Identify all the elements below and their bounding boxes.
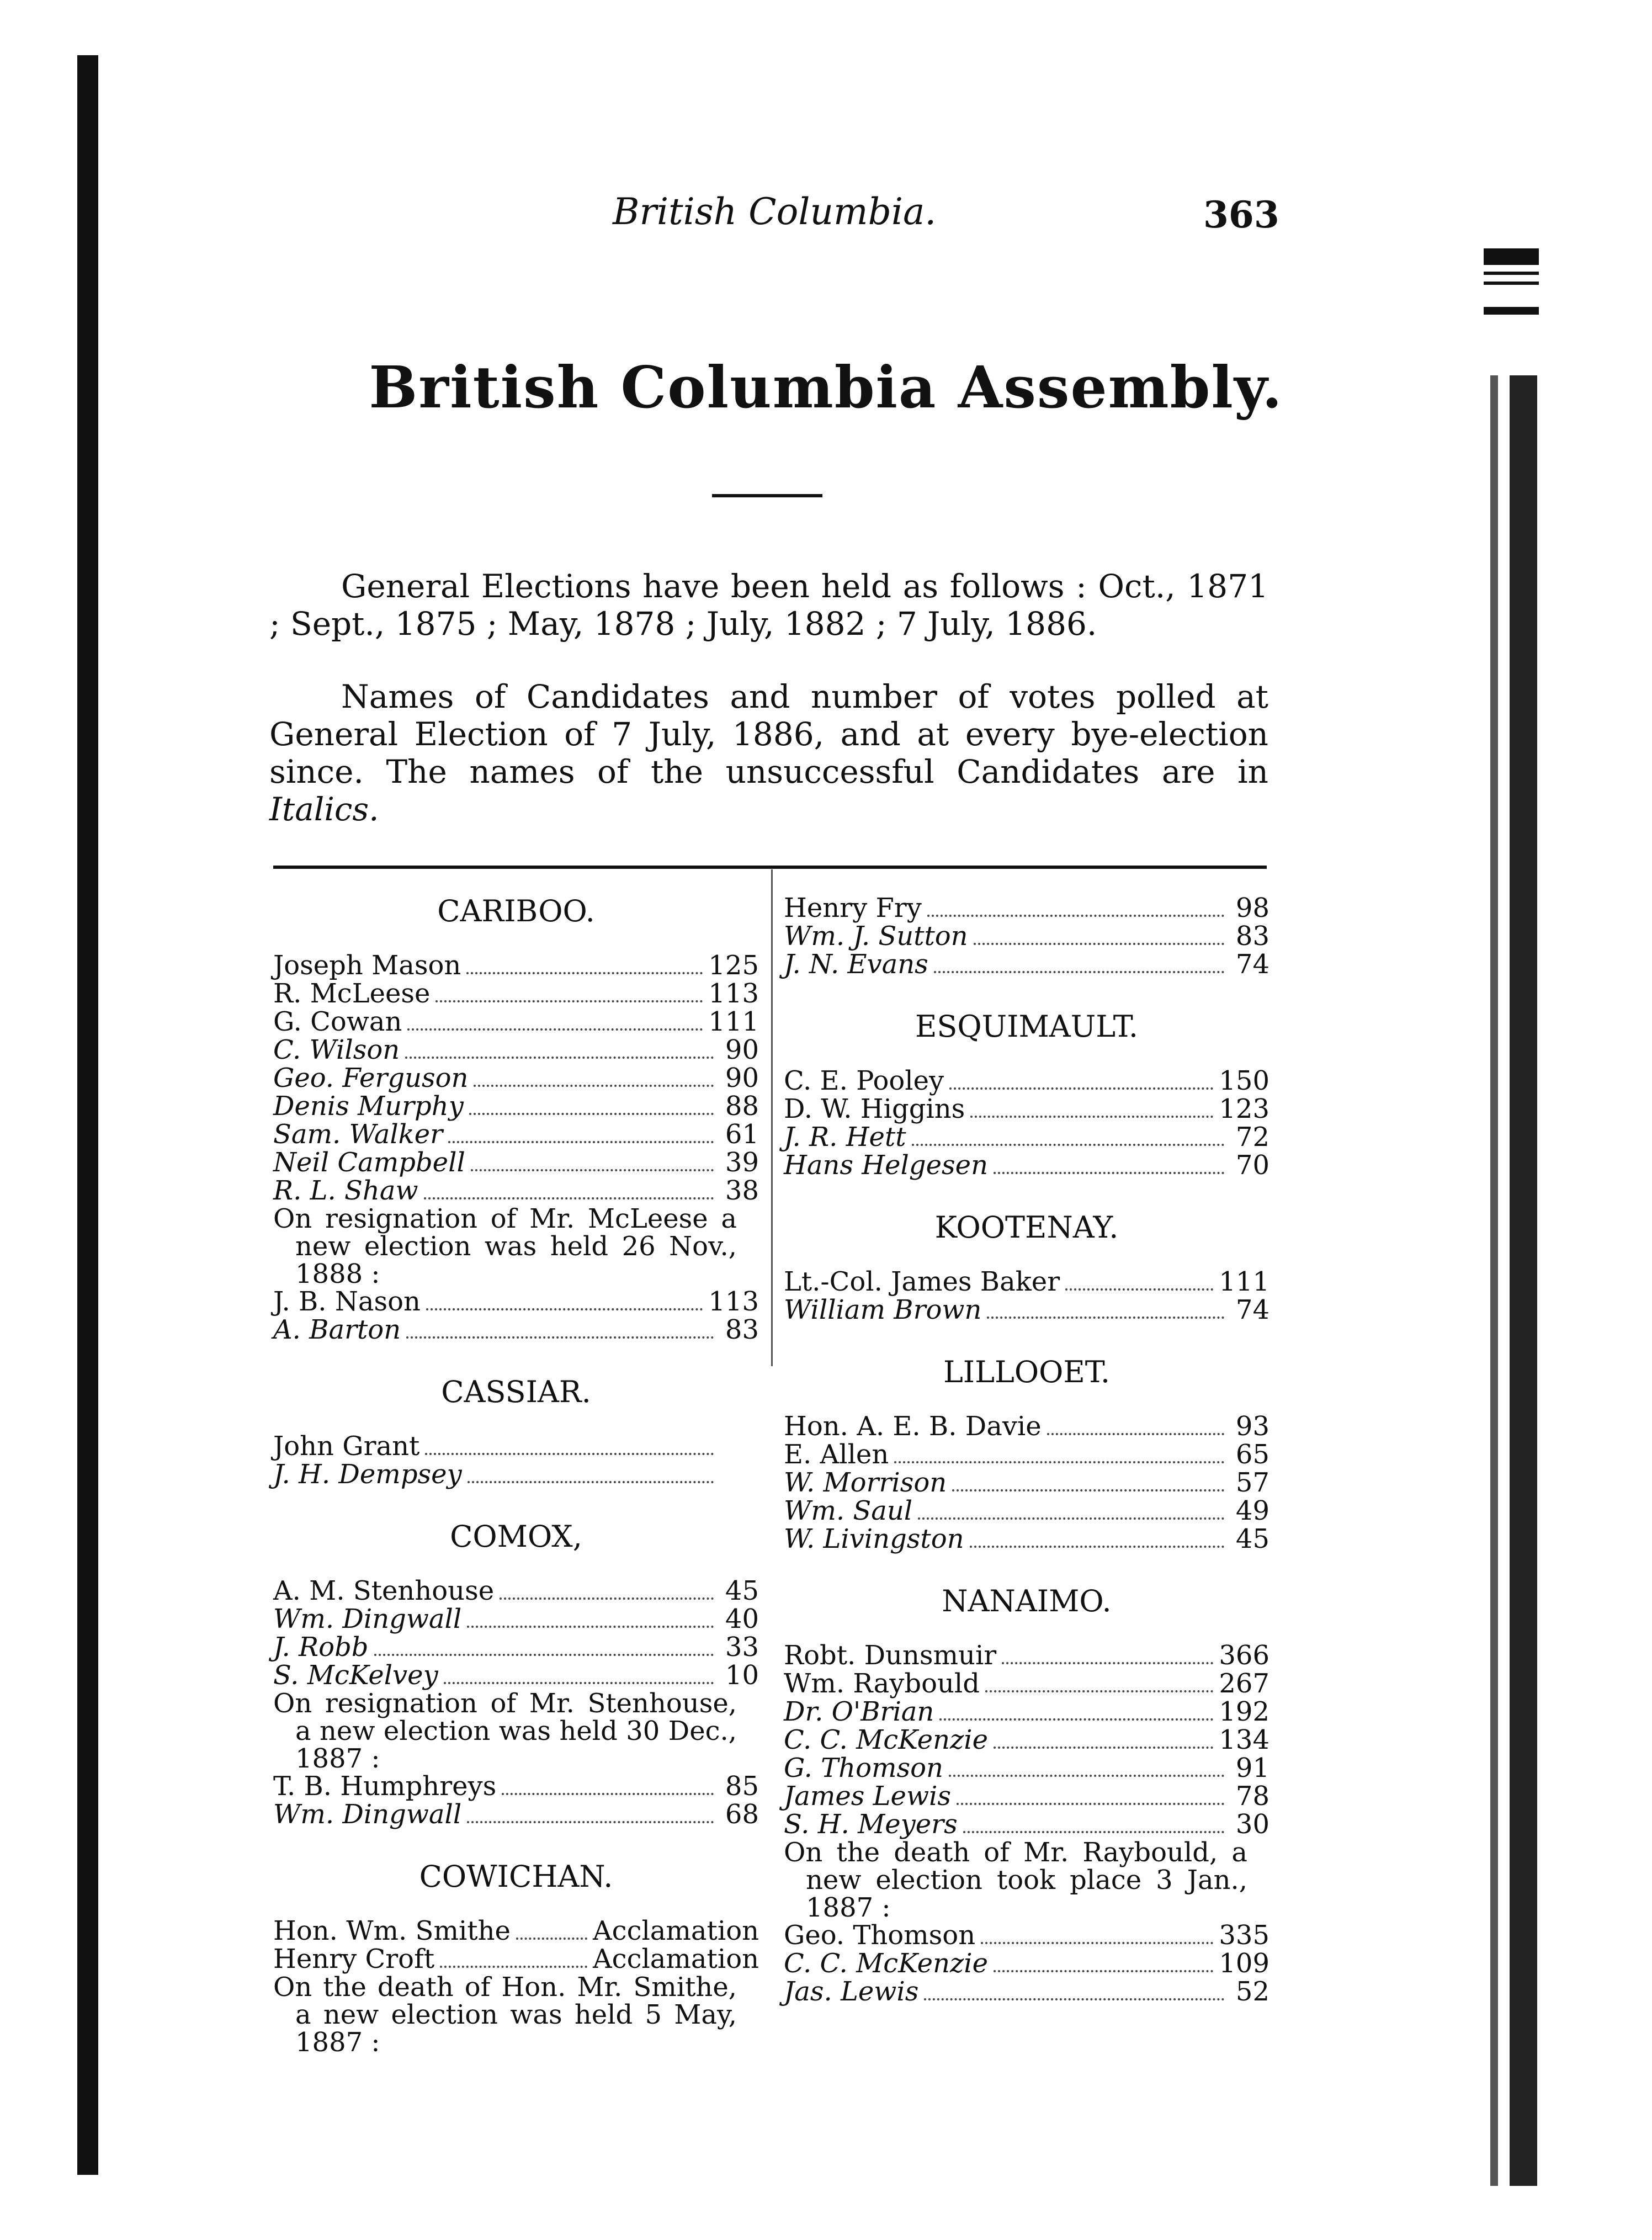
- vote-count: Acclamation: [593, 1944, 759, 1974]
- leader-dots: [927, 915, 1224, 917]
- bye-election-note: On the death of Mr. Raybould, a new election took place 3 Jan., 1887 :: [784, 1837, 1247, 1923]
- candidate-name: C. C. McKenzie: [784, 1948, 989, 1979]
- district-title: LILLOOET.: [943, 1355, 1111, 1389]
- candidate-name: G. Thomson: [784, 1753, 943, 1783]
- vote-count: 38: [725, 1175, 759, 1206]
- bye-election-note: On resignation of Mr. Stenhouse, a new election was held 30 Dec., 1887 :: [273, 1688, 737, 1774]
- candidate-row: [784, 1811, 1269, 1839]
- leader-dots: [440, 1966, 587, 1968]
- vote-count: 74: [1235, 1294, 1269, 1325]
- leader-dots: [957, 1803, 1224, 1805]
- left-column: [273, 894, 759, 2056]
- candidate-name: Hon. Wm. Smithe: [273, 1915, 511, 1946]
- candidate-name: A. M. Stenhouse: [273, 1575, 495, 1606]
- vote-count: 74: [1235, 949, 1269, 980]
- candidate-name: Wm. Raybould: [784, 1668, 980, 1699]
- candidate-name: Henry Fry: [784, 893, 922, 923]
- vote-count: 267: [1219, 1668, 1269, 1699]
- page-heading: British Columbia Assembly.: [369, 353, 1283, 421]
- leader-dots: [894, 1461, 1224, 1463]
- candidate-row: [273, 1092, 759, 1121]
- district-title: CARIBOO.: [437, 894, 595, 928]
- leader-dots: [471, 1169, 714, 1171]
- leader-dots: [987, 1317, 1224, 1319]
- candidate-name: S. McKelvey: [273, 1660, 438, 1691]
- candidate-name: W. Livingston: [784, 1524, 964, 1554]
- vote-count: 91: [1235, 1753, 1269, 1783]
- vote-count: 49: [1235, 1495, 1269, 1526]
- intro-candidates-text: Names of Candidates and number of votes polled at General Election of 7 July, 1886, and at every bye-election since. The names of the unsuccessful Candidates are in: [269, 678, 1268, 790]
- leader-dots: [406, 1336, 714, 1339]
- candidate-name: Joseph Mason: [273, 950, 461, 981]
- table-top-rule: [273, 866, 1267, 869]
- leader-dots: [924, 1998, 1224, 2000]
- candidate-name: Geo. Ferguson: [273, 1063, 469, 1094]
- candidate-name: E. Allen: [784, 1439, 889, 1470]
- candidate-row: [784, 1413, 1269, 1441]
- leader-dots: [502, 1793, 714, 1795]
- candidate-row: [784, 1670, 1269, 1698]
- district-title: COWICHAN.: [419, 1859, 613, 1894]
- candidate-row: [273, 1945, 759, 1973]
- vote-count: 39: [725, 1147, 759, 1178]
- section-gap: [784, 1324, 1269, 1355]
- candidate-name: J. H. Dempsey: [273, 1459, 462, 1490]
- vote-count: 90: [725, 1034, 759, 1065]
- candidate-row: [784, 1698, 1269, 1726]
- intro-candidates: [269, 678, 1268, 828]
- leader-dots: [444, 1682, 714, 1684]
- vote-count: 93: [1235, 1411, 1269, 1442]
- candidate-row: [784, 1441, 1269, 1469]
- candidate-name: T. B. Humphreys: [273, 1771, 497, 1802]
- candidate-row: [784, 1978, 1269, 2006]
- candidate-row: [273, 1177, 759, 1205]
- candidate-row: [273, 1461, 759, 1489]
- candidate-row: [784, 1123, 1269, 1151]
- vote-count: 68: [725, 1799, 759, 1830]
- vote-count: 45: [725, 1575, 759, 1606]
- candidate-name: J. B. Nason: [273, 1286, 421, 1317]
- section-gap: [273, 1344, 759, 1375]
- leader-dots: [500, 1597, 714, 1600]
- candidate-row: [784, 894, 1269, 922]
- vote-count: 83: [725, 1314, 759, 1345]
- leader-dots: [468, 1481, 714, 1483]
- vote-count: 61: [725, 1119, 759, 1150]
- vote-count: 83: [1235, 921, 1269, 952]
- vote-count: 70: [1235, 1150, 1269, 1181]
- heading-rule: [712, 494, 822, 497]
- candidate-row: [273, 1149, 759, 1177]
- candidate-row: [273, 1288, 759, 1316]
- candidate-name: William Brown: [784, 1294, 982, 1325]
- section-gap: [784, 1180, 1269, 1211]
- candidate-row: [273, 1316, 759, 1344]
- section-gap: [784, 979, 1269, 1010]
- candidate-name: S. H. Meyers: [784, 1809, 958, 1840]
- candidate-name: Denis Murphy: [273, 1091, 464, 1122]
- vote-count: 109: [1219, 1948, 1269, 1979]
- leader-dots: [963, 1831, 1224, 1833]
- candidate-row: [273, 1917, 759, 1945]
- leader-dots: [466, 972, 703, 974]
- district-title: COMOX,: [450, 1519, 582, 1554]
- bye-election-note: On resignation of Mr. McLeese a new election was held 26 Nov., 1888 :: [273, 1203, 737, 1289]
- leader-dots: [949, 1087, 1213, 1090]
- vote-count: 57: [1235, 1467, 1269, 1498]
- candidate-name: Lt.-Col. James Baker: [784, 1266, 1060, 1297]
- candidate-name: W. Morrison: [784, 1467, 947, 1498]
- candidate-name: Wm. Dingwall: [273, 1799, 462, 1830]
- candidate-row: [784, 922, 1269, 951]
- leader-dots: [467, 1821, 714, 1823]
- vote-count: 113: [708, 1286, 759, 1317]
- leader-dots: [467, 1626, 714, 1628]
- candidate-row: [273, 1633, 759, 1662]
- candidate-name: John Grant: [273, 1431, 420, 1462]
- candidate-row: [784, 1067, 1269, 1095]
- vote-count: 33: [725, 1632, 759, 1663]
- candidate-row: [784, 1525, 1269, 1553]
- leader-dots: [516, 1938, 587, 1940]
- candidate-row: [784, 1921, 1269, 1950]
- leader-dots: [994, 1172, 1224, 1174]
- vote-count: 78: [1235, 1781, 1269, 1812]
- district-title: NANAIMO.: [942, 1584, 1112, 1618]
- section-gap: [273, 1829, 759, 1860]
- vote-count: 52: [1235, 1976, 1269, 2007]
- leader-dots: [1002, 1662, 1213, 1664]
- candidate-row: [784, 1151, 1269, 1180]
- candidate-row: [784, 1950, 1269, 1978]
- vote-count: 88: [725, 1091, 759, 1122]
- candidate-name: J. Robb: [273, 1632, 369, 1663]
- candidate-name: Wm. J. Sutton: [784, 921, 968, 952]
- candidate-row: [784, 1268, 1269, 1296]
- candidate-row: [273, 952, 759, 980]
- candidate-name: Sam. Walker: [273, 1119, 443, 1150]
- candidate-row: [273, 1772, 759, 1801]
- candidate-row: [273, 1662, 759, 1690]
- candidate-name: R. McLeese: [273, 978, 431, 1009]
- leader-dots: [970, 1546, 1224, 1548]
- vote-count: 366: [1219, 1640, 1269, 1671]
- leader-dots: [985, 1690, 1213, 1692]
- leader-dots: [426, 1308, 703, 1310]
- leader-dots: [918, 1517, 1224, 1520]
- leader-dots: [474, 1085, 714, 1087]
- candidate-name: J. N. Evans: [784, 949, 928, 980]
- vote-count: 40: [725, 1604, 759, 1634]
- leader-dots: [974, 943, 1224, 945]
- candidate-row: [784, 951, 1269, 979]
- candidate-name: Wm. Saul: [784, 1495, 913, 1526]
- leader-dots: [448, 1141, 714, 1143]
- vote-count: Acclamation: [593, 1915, 759, 1946]
- candidate-name: D. W. Higgins: [784, 1094, 965, 1124]
- column-divider: [771, 869, 773, 1366]
- candidate-name: G. Cowan: [273, 1006, 402, 1037]
- candidate-row: [273, 1064, 759, 1092]
- leader-dots: [435, 1000, 703, 1002]
- candidate-row: [784, 1497, 1269, 1525]
- candidate-row: [273, 1432, 759, 1461]
- candidate-row: [273, 1577, 759, 1605]
- leader-dots: [934, 971, 1224, 973]
- district-title: KOOTENAY.: [934, 1210, 1119, 1245]
- bye-election-note: On the death of Hon. Mr. Smithe, a new election was held 5 May, 1887 :: [273, 1972, 737, 2058]
- leader-dots: [912, 1144, 1224, 1146]
- leader-dots: [952, 1489, 1224, 1491]
- vote-count: 72: [1235, 1122, 1269, 1153]
- vote-count: 98: [1235, 893, 1269, 923]
- right-column: [784, 894, 1269, 2006]
- candidate-name: Hans Helgesen: [784, 1150, 988, 1181]
- leader-dots: [970, 1116, 1213, 1118]
- leader-dots: [1047, 1433, 1224, 1435]
- vote-count: 134: [1219, 1724, 1269, 1755]
- candidate-row: [784, 1726, 1269, 1754]
- candidate-name: J. R. Hett: [784, 1122, 906, 1153]
- candidate-row: [273, 1605, 759, 1633]
- candidate-row: [784, 1095, 1269, 1123]
- vote-count: 111: [1219, 1266, 1269, 1297]
- vote-count: 10: [725, 1660, 759, 1691]
- candidate-row: [784, 1782, 1269, 1811]
- candidate-name: Hon. A. E. B. Davie: [784, 1411, 1042, 1442]
- vote-count: 125: [708, 950, 759, 981]
- candidate-row: [784, 1754, 1269, 1782]
- intro-elections: General Elections have been held as follows : Oct., 1871 ; Sept., 1875 ; May, 1878 ; July, 1882 ; 7 July, 1886.: [269, 567, 1268, 643]
- candidate-name: Neil Campbell: [273, 1147, 465, 1178]
- leader-dots: [939, 1718, 1213, 1721]
- candidate-row: [273, 1121, 759, 1149]
- vote-count: 123: [1219, 1094, 1269, 1124]
- binding-shadow-right-inner: [1490, 375, 1498, 2186]
- candidate-row: [273, 1008, 759, 1036]
- binding-shadow-right: [1510, 375, 1537, 2186]
- leader-dots: [981, 1942, 1213, 1944]
- district-title: ESQUIMAULT.: [915, 1009, 1139, 1044]
- candidate-row: [273, 980, 759, 1008]
- leader-dots: [1065, 1288, 1213, 1291]
- candidate-name: Robt. Dunsmuir: [784, 1640, 997, 1671]
- leader-dots: [994, 1747, 1213, 1749]
- leader-dots: [994, 1970, 1213, 1972]
- leader-dots: [374, 1654, 714, 1656]
- vote-count: 113: [708, 978, 759, 1009]
- vote-count: 111: [708, 1006, 759, 1037]
- candidate-name: Henry Croft: [273, 1944, 435, 1974]
- vote-count: 30: [1235, 1809, 1269, 1840]
- candidate-name: R. L. Shaw: [273, 1175, 418, 1206]
- candidate-name: C. Wilson: [273, 1034, 400, 1065]
- candidate-name: C. C. McKenzie: [784, 1724, 989, 1755]
- page-number: 363: [1203, 193, 1279, 236]
- candidate-name: Geo. Thomson: [784, 1920, 976, 1951]
- candidate-name: Dr. O'Brian: [784, 1696, 934, 1727]
- vote-count: 90: [725, 1063, 759, 1094]
- vote-count: 335: [1219, 1920, 1269, 1951]
- leader-dots: [949, 1775, 1224, 1777]
- leader-dots: [405, 1057, 714, 1059]
- candidate-name: James Lewis: [784, 1781, 952, 1812]
- leader-dots: [469, 1113, 714, 1115]
- intro-candidates-italic: Italics.: [269, 790, 379, 828]
- section-gap: [784, 1553, 1269, 1584]
- vote-count: 150: [1219, 1065, 1269, 1096]
- vote-count: 45: [1235, 1524, 1269, 1554]
- district-title: CASSIAR.: [441, 1374, 591, 1409]
- candidate-row: [784, 1642, 1269, 1670]
- vote-count: 85: [725, 1771, 759, 1802]
- vote-count: 192: [1219, 1696, 1269, 1727]
- section-gap: [273, 1489, 759, 1520]
- candidate-row: [273, 1036, 759, 1064]
- vote-count: 65: [1235, 1439, 1269, 1470]
- candidate-name: Wm. Dingwall: [273, 1604, 462, 1634]
- candidate-row: [784, 1296, 1269, 1324]
- candidate-name: Jas. Lewis: [784, 1976, 919, 2007]
- candidate-row: [784, 1469, 1269, 1497]
- running-title: British Columbia.: [613, 190, 937, 233]
- leader-dots: [425, 1453, 714, 1455]
- edge-marks: [1484, 248, 1539, 342]
- leader-dots: [424, 1197, 714, 1199]
- candidate-row: [273, 1801, 759, 1829]
- candidate-name: A. Barton: [273, 1314, 401, 1345]
- leader-dots: [407, 1028, 703, 1031]
- candidate-name: C. E. Pooley: [784, 1065, 944, 1096]
